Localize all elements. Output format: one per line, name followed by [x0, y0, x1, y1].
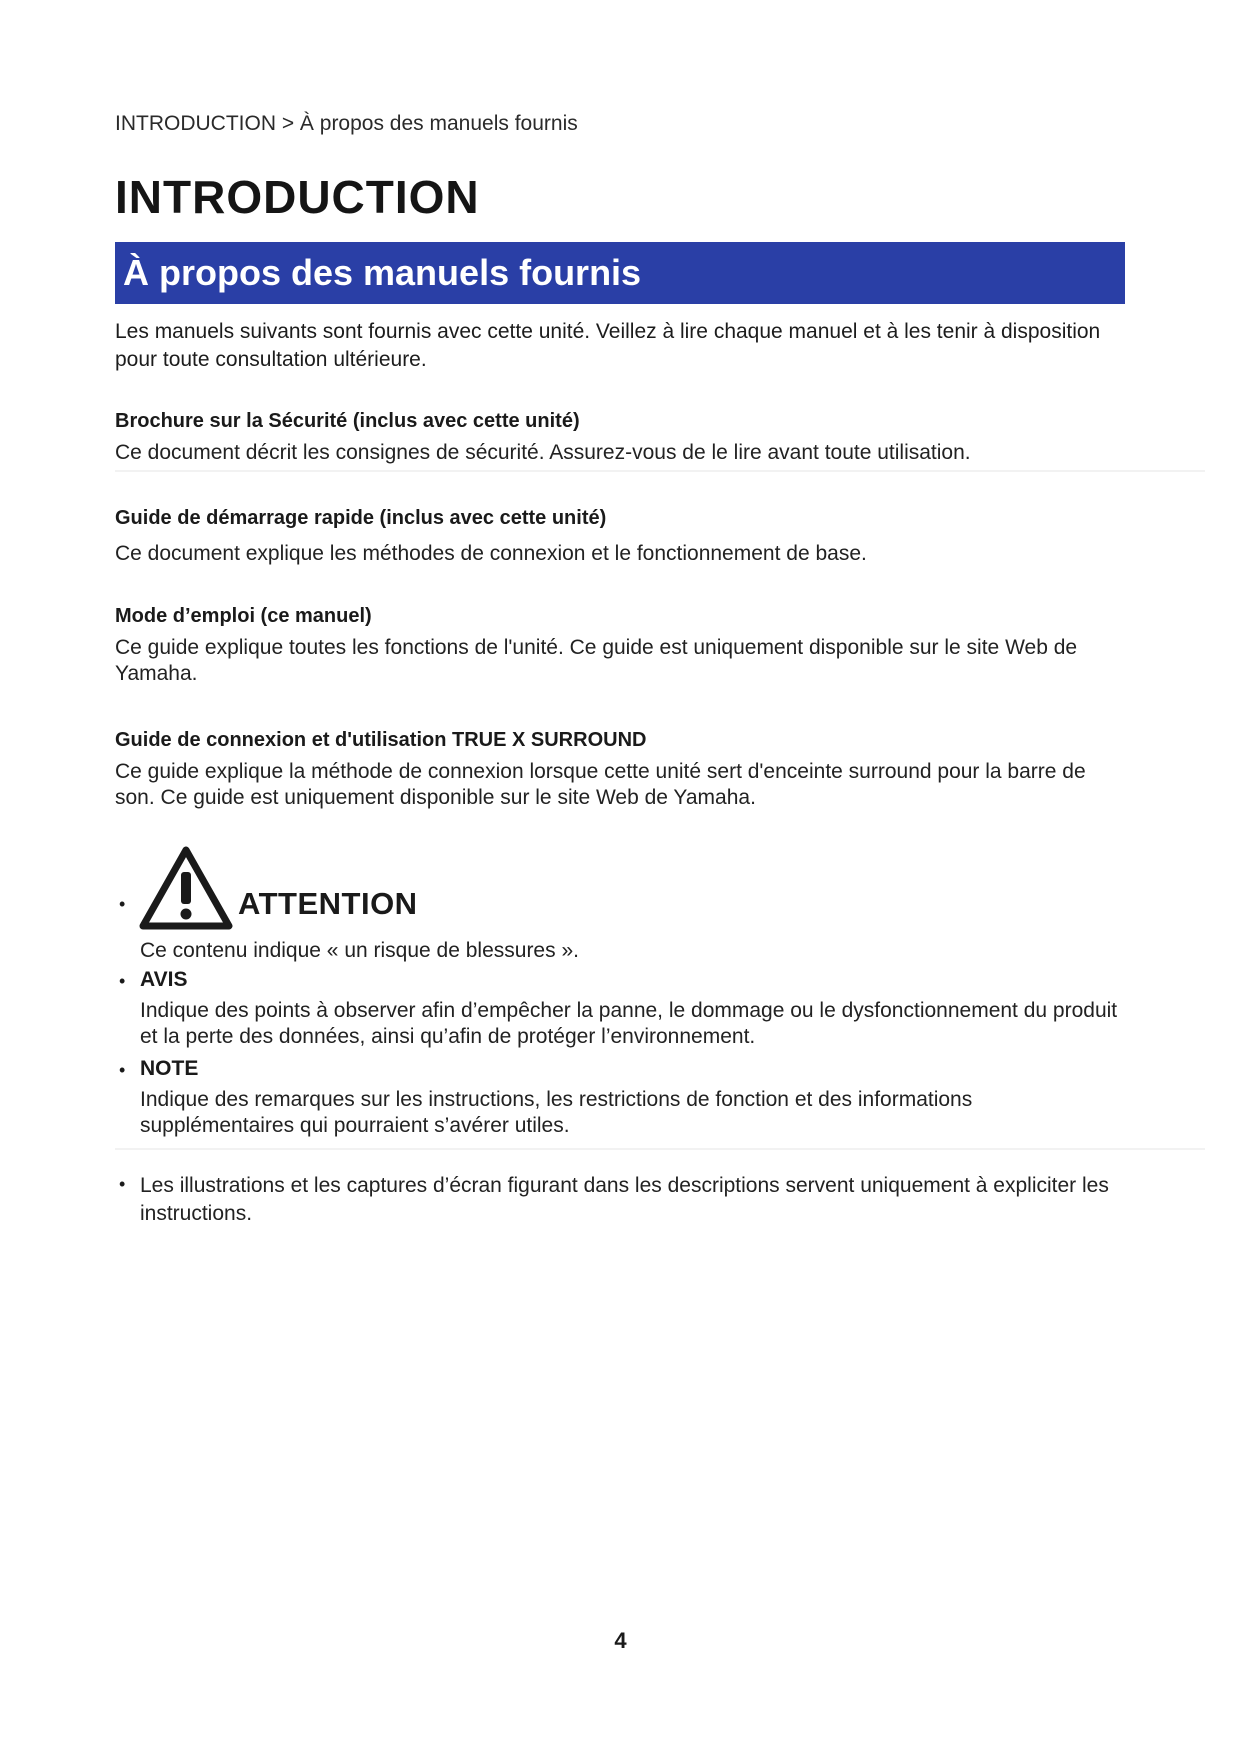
notice-list — [115, 846, 1125, 1146]
section-banner — [115, 242, 1125, 304]
bullet: • — [119, 1174, 126, 1194]
section-title: À propos des manuels fournis — [123, 252, 642, 293]
divider — [115, 470, 1205, 472]
document-entry-owners-manual — [115, 603, 1125, 687]
bullet: • — [119, 894, 126, 914]
chapter-title: INTRODUCTION — [115, 171, 480, 223]
intro-paragraph: Les manuels suivants sont fournis avec cette unité. Veillez à lire chaque manuel et à les tenir à disposition pour toute consultation ultérieure. — [115, 320, 1101, 371]
avis-text: Indique des points à observer afin d’empêcher la panne, le dommage ou le dysfonctionnement du produit et la perte des données, ainsi qu’afin de protéger l’environnement. — [140, 999, 1118, 1048]
document-title: Guide de connexion et d'utilisation TRUE X SURROUND — [115, 729, 647, 751]
attention-text: Ce contenu indique « un risque de blessures ». — [140, 939, 579, 962]
divider — [115, 1148, 1205, 1150]
note-label: NOTE — [140, 1057, 199, 1080]
bullet: • — [119, 1060, 126, 1080]
document-title: Mode d’emploi (ce manuel) — [115, 605, 372, 627]
avis-label: AVIS — [140, 968, 188, 991]
notice-attention — [115, 846, 1125, 936]
document-entry-true-x-surround-guide — [115, 727, 1125, 811]
document-title: Guide de démarrage rapide (inclus avec cette unité) — [115, 507, 607, 529]
illustrations-note — [115, 1172, 1125, 1232]
document-entry-safety-brochure — [115, 408, 1125, 466]
illustrations-note-text: Les illustrations et les captures d’écran figurant dans les descriptions servent uniquement à expliciter les instructions. — [140, 1174, 1109, 1225]
bullet: • — [119, 971, 126, 991]
page-number: 4 — [614, 1628, 627, 1653]
document-entry-quick-start — [115, 505, 1125, 567]
attention-label: ATTENTION — [238, 886, 418, 921]
document-description: Ce guide explique toutes les fonctions de l'unité. Ce guide est uniquement disponible sur le site Web de Yamaha. — [115, 636, 1078, 685]
warning-triangle-icon — [139, 846, 233, 930]
document-title: Brochure sur la Sécurité (inclus avec cette unité) — [115, 410, 580, 432]
note-text: Indique des remarques sur les instructions, les restrictions de fonction et des informations supplémentaires qui pourraient s’avérer utiles. — [140, 1088, 973, 1137]
document-description: Ce guide explique la méthode de connexion lorsque cette unité sert d'enceinte surround pour la barre de son. Ce guide est uniquement disponible sur le site Web de Yamaha. — [115, 760, 1086, 809]
document-description: Ce document décrit les consignes de sécurité. Assurez-vous de le lire avant toute utilisation. — [115, 441, 971, 464]
document-description: Ce document explique les méthodes de connexion et le fonctionnement de base. — [115, 542, 867, 565]
breadcrumb: INTRODUCTION > À propos des manuels fournis — [115, 112, 578, 135]
